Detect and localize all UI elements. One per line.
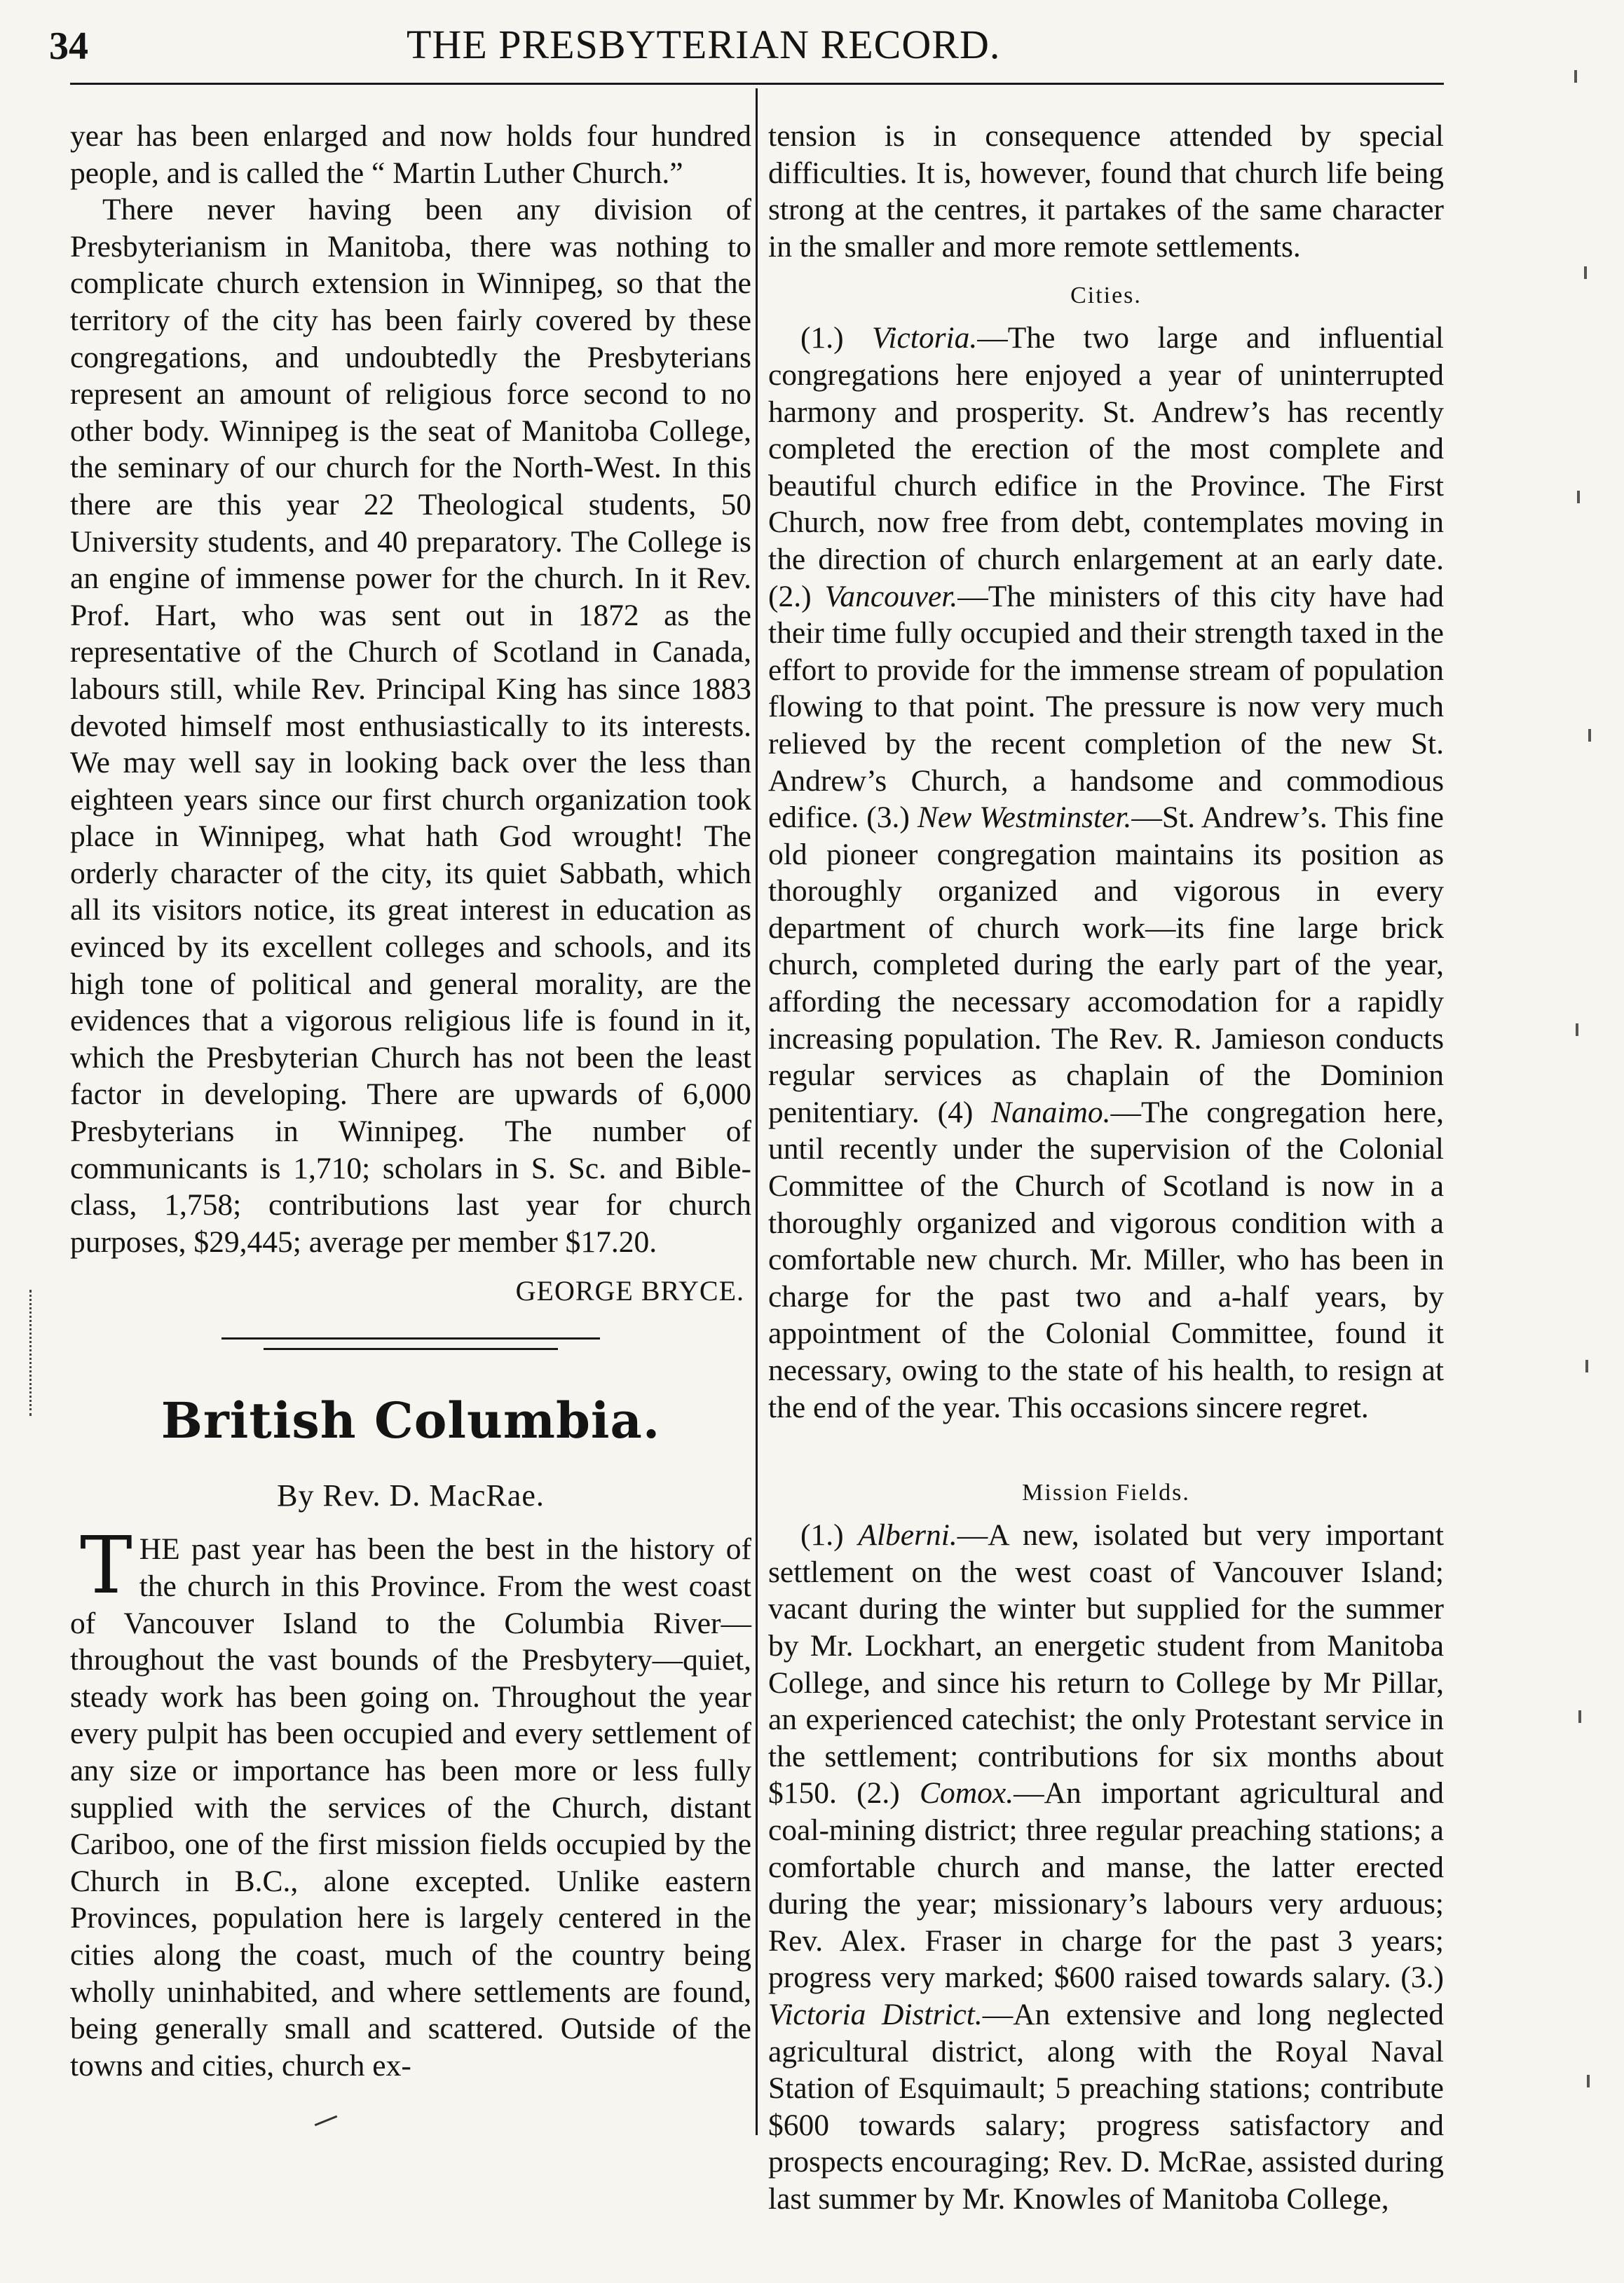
- column-divider: [756, 88, 758, 2135]
- right-column: [768, 118, 1444, 2217]
- section-rule-bottom: [264, 1348, 558, 1350]
- bleed-speck: [1588, 729, 1591, 742]
- mission-text-1: —A new, isolated but very important settlement on the west coast of Vancouver Island; vacant during the winter but supplied for the summer by Mr. Lockhart, an energetic student from Manitoba College, and since his return to College by Mr Pillar, an experienced catechist; the only Protestant service in the settlement; contributions for six months about $150. (2.): [768, 1518, 1444, 1811]
- item-number: (1.): [800, 1518, 844, 1553]
- cities-text-3: —St. Andrew’s. This fine old pioneer congregation maintains its position as thoroughly organized and vigorous in every department of church work—its fine large brick church, completed during the early part of the year, affording the necessary accomodation for a rapidly increasing population. The Rev. R. Jamieson conducts regular services as chaplain of the Dominion penitentiary. (4): [768, 800, 1444, 1129]
- article-lead-paragraph: [70, 1520, 751, 2084]
- header-rule: [70, 83, 1444, 85]
- left-margin-mark: [29, 1290, 34, 1416]
- section-title: British Columbia.: [161, 1391, 661, 1450]
- place-nanaimo: Nanaimo.: [991, 1095, 1111, 1129]
- bleed-speck: [1584, 266, 1587, 279]
- page-number: 34: [49, 25, 88, 68]
- mission-text-2: —An important agricultural and coal-mining district; three regular preaching stations; a comfortable church and manse, the latter erected during the year; missionary’s labours very arduous; Rev. Alex. Fraser in charge for the past 3 years; progress very marked; $600 raised towards salary. (3.): [768, 1776, 1444, 1995]
- paragraph-martin-luther: year has been enlarged and now holds four hundred people, and is called the “ Martin Luther Church.”: [70, 119, 751, 190]
- bleed-speck: [1576, 1023, 1578, 1036]
- cities-text-2: —The ministers of this city have had their time fully occupied and their strength taxed in the effort to provide for the immense stream of population flowing to that point. The pressure is now very much relieved by the recent completion of the new St. Andrew’s Church, a handsome and commodious edifice. (3.): [768, 579, 1445, 835]
- stray-dash-mark: [315, 2115, 338, 2127]
- place-victoria: Victoria.: [872, 321, 978, 355]
- cities-text-4: —The congregation here, until recently under the supervision of the Colonial Committee of the Church of Scotland is now in a thoroughly organized and vigorous condition with a comfortable new church. Mr. Miller, who has been in charge for the past two and a-half years, by appointment of the Colonial Committee, found it necessary, owing to the state of his health, to resign at the end of the year. This occasions sincere regret.: [768, 1095, 1444, 1424]
- place-vancouver: Vancouver.: [824, 579, 958, 613]
- place-comox: Comox.: [919, 1776, 1014, 1811]
- drop-cap: T: [80, 1520, 132, 1612]
- mission-text-3: —An extensive and long neglected agricultural district, along with the Royal Naval Station of Esquimault; 5 preaching stations; contribute $600 towards salary; progress satisfactory and prospects encouraging; Rev. D. McRae, assisted during last summer by Mr. Knowles of Manitoba College,: [768, 1997, 1444, 2216]
- cities-text-1: —The two large and influential congregations here enjoyed a year of uninterrupted harmony and prosperity. St. Andrew’s has recently completed the erection of the most complete and beautiful church edifice in the Province. The First Church, now free from debt, contemplates moving in the direction of church enlargement at an early date. (2.): [768, 321, 1445, 613]
- mission-fields-paragraph: [768, 1517, 1444, 2217]
- item-number: (1.): [800, 321, 844, 355]
- subheading-cities: Cities.: [1070, 282, 1142, 309]
- bleed-speck: [1587, 2075, 1590, 2087]
- byline: By Rev. D. MacRae.: [277, 1478, 545, 1513]
- place-victoria-district: Victoria District.: [768, 1997, 983, 2031]
- place-new-westminster: New Westminster.: [917, 800, 1132, 835]
- bleed-speck: [1574, 70, 1577, 83]
- article-lead-text: HE past year has been the best in the history of the church in this Province. From the west coast of Vancouver Island to the Columbia River—throughout the vast bounds of the Presbytery—quiet, steady work has been going on. Throughout the year every pulpit has been occupied and every settlement of any size or importance has been more or less fully supplied with the services of the Church, distant Cariboo, one of the first mission fields occupied by the Church in B.C., alone excepted. Unlike eastern Provinces, population here is largely centered in the cities along the coast, much of the country being wholly uninhabited, and where settlements are found, being generally small and scattered. Outside of the towns and cities, church ex-: [70, 1532, 751, 2083]
- subheading-mission-fields: Mission Fields.: [1022, 1480, 1190, 1506]
- continuation-paragraph: tension is in consequence attended by special difficulties. It is, however, found that church life being strong at the centres, it partakes of the same character in the smaller and more remote settlements.: [768, 119, 1444, 264]
- running-title: THE PRESBYTERIAN RECORD.: [407, 22, 1001, 67]
- section-rule-top: [221, 1337, 600, 1340]
- right-margin-bleed: [1567, 42, 1602, 2257]
- bleed-speck: [1578, 1710, 1581, 1723]
- cities-paragraph: [768, 320, 1444, 1426]
- paragraph-manitoba: There never having been any division of Presbyterianism in Manitoba, there was nothing to complicate church extension in Winnipeg, so that the territory of the city has been fairly covered by these congregations, and undoubtedly the Presbyterians represent an amount of religious force second to no other body. Winnipeg is the seat of Manitoba College, the seminary of our church for the North-West. In this there are this year 22 Theological students, 50 University students, and 40 preparatory. The College is an engine of immense power for the church. In it Rev. Prof. Hart, who was sent out in 1872 as the representative of the Church of Scotland in Canada, labours still, while Rev. Principal King has since 1883 devoted himself most enthusiastically to its interests. We may well say in looking back over the less than eighteen years since our first church organization took place in Winnipeg, what hath God wrought! The orderly character of the city, its quiet Sabbath, which all its visitors notice, its great interest in education as evinced by its excellent colleges and schools, and its high tone of political and general morality, are the evidences that a vigorous religious life is found in it, which the Presbyterian Church has not been the least factor in developing. There are upwards of 6,000 Presbyterians in Winnipeg. The number of communicants is 1,710; scholars in S. Sc. and Bible-class, 1,758; contributions last year for church purposes, $29,445; average per member $17.20.: [70, 193, 751, 1259]
- left-column: [70, 118, 751, 2084]
- signature: GEORGE BRYCE.: [515, 1275, 744, 1307]
- bleed-speck: [1585, 1360, 1588, 1372]
- place-alberni: Alberni.: [858, 1518, 957, 1553]
- bleed-speck: [1577, 491, 1580, 503]
